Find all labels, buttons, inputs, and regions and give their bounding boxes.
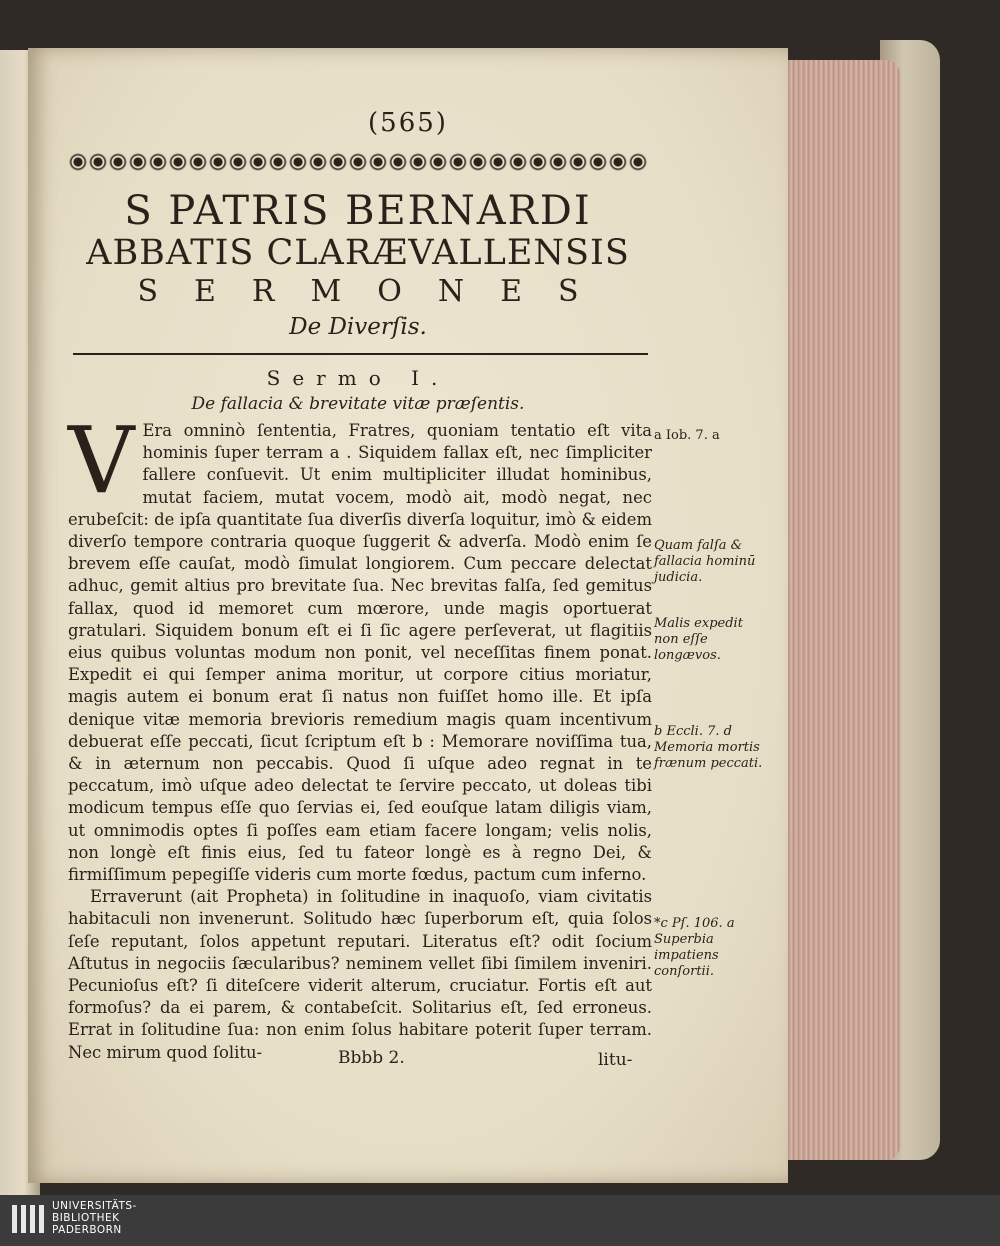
subtitle: De Diverſis. — [289, 314, 427, 340]
library-logo-icon — [12, 1205, 44, 1233]
page-number: (565) — [368, 108, 448, 138]
page-block-edge — [775, 60, 900, 1160]
margin-note: b Eccli. 7. d Memoria mortis frænum peccati. — [654, 724, 763, 771]
title-line-1: S PATRIS BERNARDI — [124, 188, 592, 234]
drop-cap: V — [68, 407, 135, 514]
sermo-subtitle: De fallacia & brevitate vitæ præſentis. — [191, 394, 525, 414]
title-line-3: SERMONES — [137, 274, 615, 309]
paragraph-2: Erraverunt (ait Propheta) in ſolitudine in inaquoſo, viam civitatis habitaculi non invenerunt. Solitudo hæc ſuperborum eſt, quia ſolos ſeſe reputant, ſolos appetunt reputari. Literatus eſt? odit ſocium Aſtutus in negociis ſæcularibus? neminem vellet ſibi ſimilem inveniri. Pecunioſus eſt? ſi diteſcere viderit alterum, cruciatur. Fortis eſt aut formoſus? da ei parem, & contabeſcit. Solitarius eſt, ſed erroneus. Errat in ſolitudine ſua: non enim ſolus habitare poterit ſuper terram. Nec mirum quod ſolitu- — [68, 887, 652, 1062]
catchword: litu- — [598, 1050, 633, 1070]
margin-note: Malis expedit non eſſe longævos. — [654, 616, 743, 663]
signature-mark: Bbbb 2. — [338, 1048, 405, 1068]
paragraph-1-text: Era omninò ſententia, Fratres, quoniam tentatio eſt vita hominis ſuper terram a . Siquidem fallax eſt, nec ſimpliciter fallere conſuevit. Ut enim multipliciter illudat hominibus, mutat faciem, mutat vocem, modò ait, modò negat, nec erubeſcit: de ipſa quantitate ſua diverſis diverſa loquitur, imò & eidem diverſo tempore contraria quoque ſuggerit & adverſa. Modò enim ſe brevem eſſe cauſat, modò ſimulat longiorem. Cum peccare delectat adhuc, gemit altius pro brevitate ſua. Nec brevitas falſa, ſed gemitus fallax, quod id memoret cum mœrore, unde magis oportuerat gratulari. Siquidem bonum eſt ei ſi ſic agere perſeverat, ut flagitiis eius quibus voluntas modum non ponit, vel neceſſitas finem ponat. Expedit ei qui ſemper anima moritur, ut corpore citius moriatur, magis autem ei bonum erat ſi natus non fuiſſet homo ille. Et ipſa denique vitæ memoria brevioris remedium magis quam incentivum debuerat eſſe peccati, ſicut ſcriptum eſt b : Memorare noviſſima tua, & in æternum non peccabis. Quod ſi uſque adeo regnat in te peccatum, imò uſque adeo delectat te ſervire peccato, ut doleas tibi modicum tempus eſſe quo ſervias ei, ſed eouſque latam diligis viam, ut omnimodis optes ſi poſſes eam etiam facere longam; velis nolis, non longè eſt finis eius, ſed tu fateor longè es à regno Dei, & firmiſſimum pepegiſſe videris cum morte fœdus, pactum cum inferno. — [68, 421, 652, 885]
title-line-2: ABBATIS CLARÆVALLENSIS — [86, 233, 630, 273]
margin-note: a Iob. 7. a — [654, 428, 720, 443]
body-text — [68, 407, 652, 1064]
book-page — [28, 48, 788, 1183]
library-name-line: UNIVERSITÄTS- — [52, 1200, 137, 1212]
paragraph-1 — [68, 407, 652, 886]
title-rule — [73, 353, 648, 355]
ornament-border — [68, 152, 648, 172]
sermo-heading: Sermo I. — [266, 366, 450, 390]
library-footer — [0, 1195, 1000, 1246]
margin-note: Quam falſa & fallacia hominū judicia. — [654, 538, 756, 585]
margin-note: *c Pſ. 106. a Superbia impatiens conſortii. — [654, 916, 735, 979]
library-name — [52, 1200, 137, 1236]
library-name-line: PADERBORN — [52, 1224, 122, 1236]
library-name-line: BIBLIOTHEK — [52, 1212, 120, 1224]
